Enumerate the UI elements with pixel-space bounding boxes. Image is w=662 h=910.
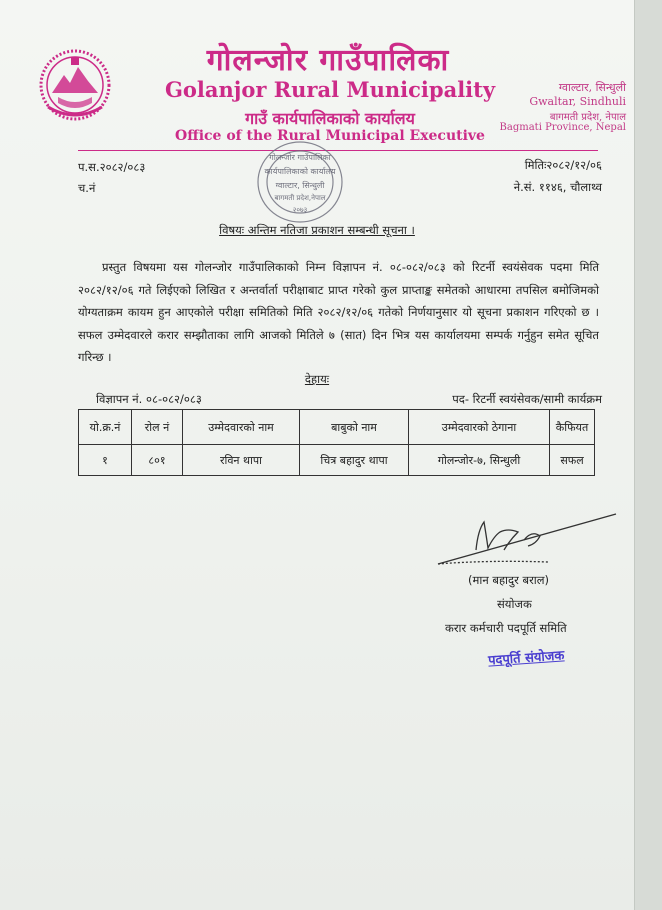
office-seal-stamp bbox=[254, 138, 346, 226]
signatory-name: (मान बहादुर बराल) bbox=[468, 573, 550, 587]
table-header-cell: उम्मेदवारको ठेगाना bbox=[409, 410, 550, 445]
signatory-role: संयोजक bbox=[497, 597, 532, 611]
document-date: मितिः२०८२/१२/०६ bbox=[524, 158, 602, 172]
schedule-heading bbox=[0, 372, 634, 387]
reference-number: प.स.२०८२/०८३ bbox=[78, 160, 146, 174]
table-cell: गोलन्जोर-७, सिन्धुली bbox=[409, 445, 550, 476]
municipality-name-nepali: गोलन्जोर गाउँपालिका bbox=[206, 43, 450, 78]
office-name-nepali: गाउँ कार्यपालिकाको कार्यालय bbox=[245, 109, 415, 128]
notice-body: प्रस्तुत विषयमा यस गोलन्जोर गाउँपालिकाको निम्न विज्ञापन नं. ०८-०८२/०८३ को रिटर्नी स्वयंसेवक पदमा मिति २०८२/१२/०६ गते लिईएको लिखित र अन्तर्वार्ता परीक्षाबाट प्राप्त गरेको कुल प्राप्ताङ्क समेतको आधारमा तपसिल बमोजिमको योग्यताक्रम कायम हुन आएकोले परीक्षा समितिको मिति २०८२/१२/०६ गतेको निर्णयानुसार यो सूचना प्रकाशन गरिएको छ । सफल उम्मेदवारले करार सम्झौताका लागि आजको मितिले ७ (सात) दिन भित्र यस कार्यालयमा सम्पर्क गर्नुहुन समेत सूचित गरिन्छ । bbox=[78, 260, 599, 364]
table-header-cell: रोल नं bbox=[132, 410, 183, 445]
address-nepali-line2: बागमती प्रदेश, नेपाल bbox=[549, 112, 626, 123]
table-header-cell: बाबुको नाम bbox=[300, 410, 409, 445]
page-edge bbox=[634, 0, 662, 910]
stamp-line3: ग्वाल्टार, सिन्धुली bbox=[275, 181, 325, 190]
subject-text: विषयः अन्तिम नतिजा प्रकाशन सम्बन्धी सूचना । bbox=[219, 223, 415, 237]
signatory-committee: करार कर्मचारी पदपूर्ति समिति bbox=[445, 621, 567, 635]
table-header-cell: कैफियत bbox=[550, 410, 595, 445]
municipality-emblem-icon bbox=[38, 45, 112, 125]
coordinator-stamp: पदपूर्ति संयोजक bbox=[487, 648, 565, 669]
post-title: पद- रिटर्नी स्वयंसेवक/सामी कार्यक्रम bbox=[452, 392, 602, 406]
table-cell: १ bbox=[79, 445, 132, 476]
address-english-line2: Bagmati Province, Nepal bbox=[499, 122, 626, 133]
advertisement-number: विज्ञापन नं. ०८-०८२/०८३ bbox=[96, 392, 202, 406]
nepal-sambat-date: ने.सं. ११४६, चौलाथ्व bbox=[513, 180, 602, 194]
schedule-heading-text: देहायः bbox=[304, 372, 330, 386]
stamp-line5: २०७३ bbox=[292, 206, 308, 214]
dispatch-number: च.नं bbox=[78, 181, 96, 195]
table-header-row bbox=[79, 410, 595, 445]
stamp-line1: गोलन्जोर गाउँपालिका bbox=[269, 153, 331, 162]
handwritten-signature bbox=[428, 510, 628, 572]
stamp-line2: कार्यपालिकाको कार्यालय bbox=[264, 167, 336, 176]
address-nepali-line1: ग्वाल्टार, सिन्धुली bbox=[558, 81, 626, 94]
stamp-line4: बागमती प्रदेश,नेपाल bbox=[274, 194, 326, 202]
address-english-line1: Gwaltar, Sindhuli bbox=[529, 95, 626, 108]
office-name-english: Office of the Rural Municipal Executive bbox=[175, 128, 485, 144]
table-header-cell: यो.क्र.नं bbox=[79, 410, 132, 445]
subject-line bbox=[0, 223, 634, 238]
results-table bbox=[78, 409, 595, 476]
table-cell: सफल bbox=[550, 445, 595, 476]
table-cell: ८०१ bbox=[132, 445, 183, 476]
table-header-cell: उम्मेदवारको नाम bbox=[183, 410, 300, 445]
table-cell: रविन थापा bbox=[183, 445, 300, 476]
table-cell: चित्र बहादुर थापा bbox=[300, 445, 409, 476]
table-row bbox=[79, 445, 595, 476]
municipality-name-english: Golanjor Rural Municipality bbox=[164, 77, 496, 102]
